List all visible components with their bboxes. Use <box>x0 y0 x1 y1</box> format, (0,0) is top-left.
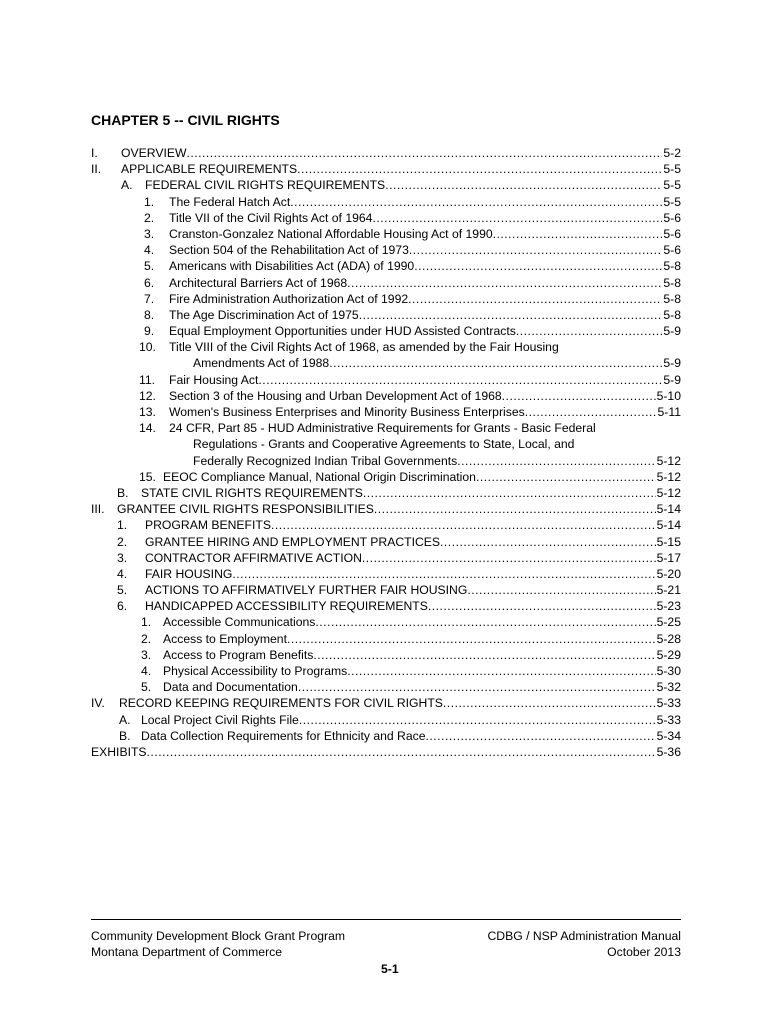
toc-entry-page: 5-29 <box>656 647 681 662</box>
toc-entry-page: 5-28 <box>656 631 681 646</box>
toc-entry <box>91 485 681 501</box>
toc-entry <box>91 469 681 485</box>
dot-leader <box>502 388 656 404</box>
toc-entry <box>91 388 681 404</box>
toc-entry-page: 5-5 <box>663 162 681 177</box>
dot-leader <box>516 323 663 339</box>
toc-entry-number: 6. <box>117 599 128 614</box>
toc-entry-number: III. <box>91 502 105 517</box>
toc-entry-number: 8. <box>144 307 155 322</box>
toc-entry-number: 4. <box>117 566 128 581</box>
toc-entry-title: STATE CIVIL RIGHTS REQUIREMENTS <box>141 485 363 500</box>
toc-entry-number: B. <box>119 728 131 743</box>
dot-leader <box>374 501 656 517</box>
toc-entry <box>91 291 681 307</box>
toc-entry-title: Federally Recognized Indian Tribal Governments <box>193 453 458 468</box>
toc-entry-number: 13. <box>139 405 156 419</box>
toc-entry-number: 2. <box>144 210 155 225</box>
toc-entry-page: 5-17 <box>656 550 681 565</box>
toc-entry <box>91 728 681 744</box>
toc-entry <box>91 534 681 550</box>
dot-leader <box>287 631 656 647</box>
toc-entry-number: 4. <box>144 243 155 258</box>
table-of-contents <box>91 145 681 760</box>
toc-entry-page: 5-34 <box>656 728 681 743</box>
toc-entry-title: Regulations - Grants and Cooperative Agreements to State, Local, and <box>193 437 575 452</box>
toc-entry <box>91 582 681 598</box>
toc-entry-title: Access to Program Benefits <box>163 647 314 662</box>
toc-entry-number: 5. <box>141 680 152 695</box>
toc-entry-title: ACTIONS TO AFFIRMATIVELY FURTHER FAIR HOUSING <box>145 583 468 598</box>
dot-leader <box>414 258 662 274</box>
toc-entry-page: 5-14 <box>656 518 681 533</box>
dot-leader <box>347 663 655 679</box>
toc-entry-number: 3. <box>141 647 152 662</box>
toc-entry <box>91 420 681 436</box>
dot-leader <box>372 210 662 226</box>
toc-entry-title: Section 3 of the Housing and Urban Development Act of 1968 <box>169 388 502 403</box>
dot-leader <box>313 647 655 663</box>
toc-entry-number: 15. <box>139 469 156 484</box>
dot-leader <box>440 534 656 550</box>
toc-entry <box>91 275 681 291</box>
toc-entry-title: Accessible Communications <box>163 615 316 630</box>
toc-entry-number: A. <box>121 178 133 193</box>
toc-entry <box>91 161 681 177</box>
toc-entry-number: 14. <box>139 421 156 436</box>
dot-leader <box>258 372 662 388</box>
toc-entry-title: EEOC Compliance Manual, National Origin Discrimination <box>163 469 476 484</box>
toc-entry-page: 5-10 <box>656 388 681 403</box>
toc-entry-page: 5-25 <box>656 615 681 630</box>
toc-entry-page: 5-36 <box>656 744 681 759</box>
dot-leader <box>385 177 662 193</box>
dot-leader <box>347 275 662 291</box>
toc-entry-page: 5-8 <box>663 259 681 274</box>
toc-entry-title: 24 CFR, Part 85 - HUD Administrative Requirements for Grants - Basic Federal <box>169 421 596 436</box>
toc-entry-title: Equal Employment Opportunities under HUD Assisted Contracts <box>169 324 516 339</box>
toc-entry-page: 5-12 <box>656 469 681 484</box>
toc-entry-number: A. <box>119 712 131 727</box>
dot-leader <box>409 242 663 258</box>
toc-entry-number: I. <box>91 146 98 160</box>
toc-entry <box>91 453 681 469</box>
toc-entry-number: 3. <box>144 226 155 241</box>
chapter-title: CHAPTER 5 -- CIVIL RIGHTS <box>91 112 280 128</box>
dot-leader <box>457 453 655 469</box>
toc-entry <box>91 679 681 695</box>
page-number: 5-1 <box>381 962 399 976</box>
toc-entry-page: 5-2 <box>663 146 681 160</box>
toc-entry-title: FEDERAL CIVIL RIGHTS REQUIREMENTS <box>145 178 386 193</box>
toc-entry-page: 5-6 <box>663 210 681 225</box>
toc-entry-page: 5-6 <box>663 243 681 258</box>
toc-entry-title: Architectural Barriers Act of 1968 <box>169 275 348 290</box>
toc-entry-page: 5-14 <box>656 502 681 517</box>
toc-entry <box>91 501 681 517</box>
toc-entry-title: Section 504 of the Rehabilitation Act of 1973 <box>169 243 409 258</box>
footer-department: Montana Department of Commerce <box>91 945 283 959</box>
toc-entry <box>91 517 681 533</box>
toc-entry-title: PROGRAM BENEFITS <box>145 518 271 533</box>
toc-entry-number: 1. <box>117 518 128 533</box>
toc-entry-title: Access to Employment <box>163 631 287 646</box>
toc-entry-title: Data and Documentation <box>163 680 298 695</box>
toc-entry <box>91 436 681 452</box>
toc-entry-page: 5-33 <box>656 712 681 727</box>
toc-entry-title: OVERVIEW <box>121 146 187 160</box>
toc-entry-title: GRANTEE CIVIL RIGHTS RESPONSIBILITIES <box>117 502 374 517</box>
toc-entry-title: Americans with Disabilities Act (ADA) of 1990 <box>169 259 415 274</box>
toc-entry-title: Women's Business Enterprises and Minority Business Enterprises <box>169 405 525 419</box>
toc-entry <box>91 550 681 566</box>
toc-entry <box>91 226 681 242</box>
toc-entry-title: APPLICABLE REQUIREMENTS <box>121 162 298 177</box>
toc-entry <box>91 712 681 728</box>
dot-leader <box>525 404 657 420</box>
dot-leader <box>329 355 662 371</box>
toc-entry-page: 5-21 <box>656 583 681 598</box>
toc-entry-title: Local Project Civil Rights File <box>141 712 299 727</box>
toc-entry-number: 3. <box>117 550 128 565</box>
dot-leader <box>359 307 663 323</box>
toc-entry-title: Fire Administration Authorization Act of 1992 <box>169 291 409 306</box>
toc-entry-page: 5-5 <box>663 178 681 193</box>
toc-entry-number: II. <box>91 162 102 177</box>
footer-program: Community Development Block Grant Program <box>91 929 345 943</box>
dot-leader <box>290 194 662 210</box>
toc-entry-title: HANDICAPPED ACCESSIBILITY REQUIREMENTS <box>145 599 428 614</box>
toc-entry <box>91 258 681 274</box>
dot-leader <box>426 728 656 744</box>
toc-entry-title: Amendments Act of 1988 <box>193 356 330 371</box>
toc-entry-page: 5-30 <box>656 664 681 678</box>
footer-manual: CDBG / NSP Administration Manual <box>487 929 681 943</box>
toc-entry-page: 5-20 <box>656 566 681 581</box>
dot-leader <box>271 517 656 533</box>
dot-leader <box>147 744 656 760</box>
toc-entry-number: 2. <box>141 631 152 646</box>
dot-leader <box>232 566 655 582</box>
toc-entry-page: 5-32 <box>656 680 681 695</box>
toc-entry-page: 5-8 <box>663 275 681 290</box>
toc-entry-title: Cranston-Gonzalez National Affordable Housing Act of 1990 <box>169 226 493 241</box>
toc-entry-number: 7. <box>144 291 155 306</box>
toc-entry-page: 5-15 <box>656 534 681 549</box>
toc-entry-page: 5-23 <box>656 599 681 614</box>
toc-entry-number: 11. <box>139 372 156 387</box>
toc-entry-number: 6. <box>144 275 155 290</box>
dot-leader <box>467 582 655 598</box>
toc-entry-number: 4. <box>141 664 152 678</box>
toc-entry-title: Data Collection Requirements for Ethnicity and Race <box>141 728 426 743</box>
toc-entry-title: Title VIII of the Civil Rights Act of 1968, as amended by the Fair Housing <box>169 340 559 355</box>
footer-date: October 2013 <box>607 945 681 959</box>
toc-entry <box>91 404 681 420</box>
toc-entry-title: Physical Accessibility to Programs <box>163 664 348 678</box>
toc-entry <box>91 566 681 582</box>
toc-entry-title: EXHIBITS <box>91 744 147 759</box>
toc-entry-title: GRANTEE HIRING AND EMPLOYMENT PRACTICES <box>145 534 441 549</box>
toc-entry-page: 5-5 <box>663 194 681 209</box>
toc-entry <box>91 210 681 226</box>
toc-entry <box>91 355 681 371</box>
toc-entry <box>91 177 681 193</box>
toc-entry-page: 5-6 <box>663 226 681 241</box>
toc-entry-number: 12. <box>139 388 156 403</box>
toc-entry-number: 1. <box>141 615 152 630</box>
toc-entry <box>91 695 681 711</box>
dot-leader <box>428 598 656 614</box>
dot-leader <box>297 161 662 177</box>
toc-entry-number: IV. <box>91 696 105 711</box>
toc-entry-title: RECORD KEEPING REQUIREMENTS FOR CIVIL RIGHTS <box>119 696 443 711</box>
dot-leader <box>298 679 656 695</box>
toc-entry <box>91 647 681 663</box>
toc-entry-number: 5. <box>117 583 128 598</box>
dot-leader <box>315 614 655 630</box>
toc-entry-page: 5-8 <box>663 307 681 322</box>
toc-entry <box>91 145 681 161</box>
toc-entry-number: 10. <box>139 340 156 355</box>
toc-entry <box>91 663 681 679</box>
toc-entry-page: 5-9 <box>663 372 681 387</box>
toc-entry <box>91 242 681 258</box>
dot-leader <box>493 226 663 242</box>
toc-entry <box>91 323 681 339</box>
toc-entry-page: 5-9 <box>663 356 681 371</box>
toc-entry <box>91 598 681 614</box>
toc-entry-page: 5-12 <box>656 485 681 500</box>
toc-entry-title: Title VII of the Civil Rights Act of 1964 <box>169 210 373 225</box>
toc-entry-page: 5-12 <box>656 453 681 468</box>
toc-entry-title: FAIR HOUSING <box>145 566 233 581</box>
dot-leader <box>186 145 662 161</box>
toc-entry <box>91 307 681 323</box>
dot-leader <box>362 550 656 566</box>
toc-entry <box>91 194 681 210</box>
toc-entry <box>91 372 681 388</box>
toc-entry <box>91 614 681 630</box>
dot-leader <box>408 291 662 307</box>
toc-entry-title: The Federal Hatch Act <box>169 194 291 209</box>
dot-leader <box>476 469 656 485</box>
dot-leader <box>363 485 656 501</box>
toc-entry <box>91 339 681 355</box>
dot-leader <box>299 712 656 728</box>
toc-entry-title: The Age Discrimination Act of 1975 <box>169 307 359 322</box>
toc-entry <box>91 744 681 760</box>
toc-entry-page: 5-8 <box>663 291 681 306</box>
toc-entry-number: 9. <box>144 324 155 339</box>
toc-entry-number: B. <box>117 485 129 500</box>
toc-entry-number: 2. <box>117 534 128 549</box>
toc-entry-number: 1. <box>144 194 155 209</box>
toc-entry-page: 5-9 <box>663 324 681 339</box>
toc-entry <box>91 631 681 647</box>
dot-leader <box>443 695 656 711</box>
toc-entry-title: Fair Housing Act <box>169 372 259 387</box>
toc-entry-number: 5. <box>144 259 155 274</box>
toc-entry-page: 5-11 <box>657 405 681 419</box>
page-footer <box>91 919 681 976</box>
toc-entry-page: 5-33 <box>656 696 681 711</box>
toc-entry-title: CONTRACTOR AFFIRMATIVE ACTION <box>145 550 362 565</box>
